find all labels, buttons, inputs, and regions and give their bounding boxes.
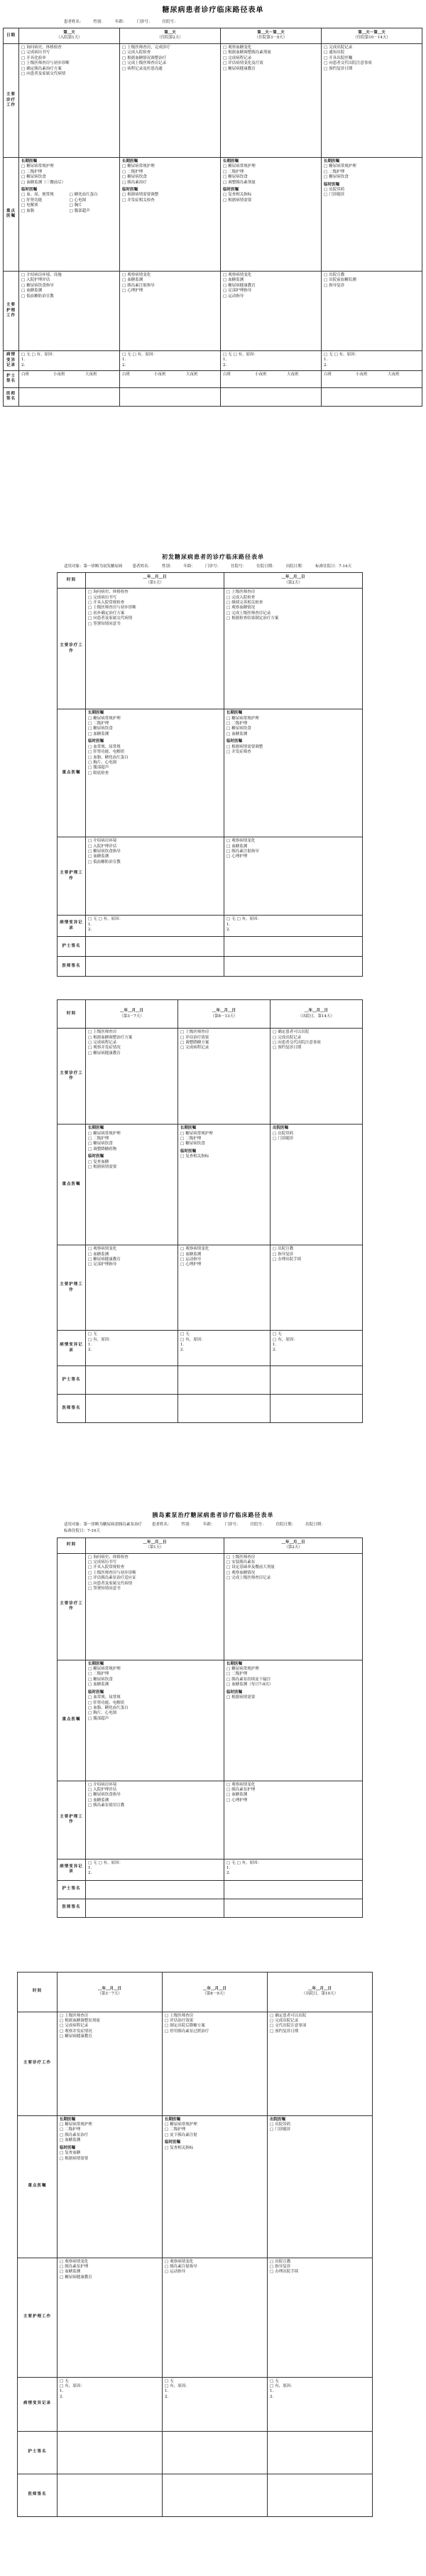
- meta-field[interactable]: 患者姓名：: [152, 1522, 172, 1527]
- meta-field: 适用对象：第一诊断为初发糖尿病: [64, 564, 123, 569]
- nursing-cell: □ 介绍病房环境 □ 入院护理评估 □ 糖尿病饮食指导 □ 血糖监测 □ 低血糖防治宣教: [86, 837, 224, 916]
- sign-cell[interactable]: [86, 1395, 178, 1423]
- sign-cell[interactable]: [86, 1366, 178, 1395]
- row-label: 主要护理工作: [58, 1245, 86, 1331]
- day-header: ＿年＿月＿日 （第8－13天）: [178, 1000, 271, 1029]
- sign-cell[interactable]: 白班 小夜班 大夜班: [322, 370, 422, 387]
- row-label: 主要护理工作: [18, 2258, 58, 2377]
- day-header: ＿年＿月＿日 （第1天）: [86, 1537, 224, 1553]
- nursing-cell: □ 观察病情变化 □ 血糖监测 □ 运动指导 □ 心理护理: [178, 1245, 271, 1331]
- day-header: ＿年＿月＿日 （第2天）: [224, 1537, 363, 1553]
- form-title: 胰岛素泵治疗糖尿病患者诊疗临床路径表单: [152, 1511, 274, 1518]
- row-label: 主要诊疗工作: [18, 2012, 58, 2115]
- row-label: 医师签名: [18, 2474, 58, 2516]
- day-header: ＿年＿月＿日 （第3－7天）: [58, 1972, 163, 2012]
- meta-field[interactable]: 患者姓名：: [132, 564, 153, 569]
- orders-cell: 长期医嘱 □ 糖尿病常规护理 □ 二级护理 □ 糖尿病饮食 □ 血糖监测 临时医嘱 □ 血常规、尿常规 □ 肝肾功能、电解质 □ 血脂、糖化血红蛋白 □ 胸片、心电图 □ 腹部超声: [86, 1660, 224, 1781]
- variance-cell: □ 无 □ 有，原因： 1. 2.: [322, 350, 422, 370]
- work-cell: □ 询问病史、体格检查 □ 完成病历书写 □ 开具入院常规检查 □ 上级医师查房与初步诊断 □ 初步确定治疗方案 □ 向患者及家属交代病情 □ 签署知情同意书: [86, 589, 224, 709]
- work-cell: □ 询问病史、体格检查 □ 完成病历书写 □ 开具入院常规检查 □ 上级医师查房与初步诊断 □ 评估胰岛素泵治疗适应证 □ 向患者及家属交代病情 □ 签署知情同意书: [86, 1553, 224, 1660]
- row-label: 医师签名: [4, 387, 19, 406]
- row-label: 护士签名: [4, 370, 19, 387]
- sign-cell[interactable]: [163, 2431, 268, 2474]
- work-cell: □ 确定患者可以出院 □ 完成出院记录 □ 向患者交代出院注意事项 □ 预约复诊日期: [271, 1029, 363, 1125]
- day-header: 第＿天 （住院第2天）: [120, 28, 221, 43]
- nursing-cell: □ 介绍病房环境 □ 入院护理评估 □ 糖尿病饮食指导 □ 血糖监测 □ 胰岛素泵使用宣教: [86, 1781, 224, 1859]
- row-label: 重点医嘱: [58, 1660, 86, 1781]
- pathway-table: [57, 1537, 363, 1918]
- orders-cell: 长期医嘱 □ 糖尿病常规护理 □ 二级护理 □ 胰岛素泵治疗 □ 血糖监测 临时医嘱 □ 复查血糖 □ 根据病情需要: [58, 2115, 163, 2258]
- work-cell: □ 上级医师查房 □ 评估治疗效果 □ 制定出院后降糖方案 □ 停用胰岛素泵过渡治疗: [163, 2012, 268, 2115]
- meta-field[interactable]: 住院日期：: [275, 1522, 296, 1527]
- variance-cell: □ 无 □ 有，原因： 1. 2.: [19, 350, 120, 370]
- meta-field[interactable]: 住院号：: [162, 19, 178, 24]
- nursing-cell: □ 观察病情变化 □ 血糖监测 □ 胰岛素注射指导 □ 心理护理: [224, 837, 363, 916]
- row-label: 病情变异记录: [18, 2377, 58, 2431]
- nursing-cell: □ 出院宣教 □ 指导复诊 □ 办理出院手续: [268, 2258, 373, 2377]
- sign-cell[interactable]: [19, 387, 120, 406]
- variance-cell: □ 无 □ 有，原因： 1. 2.: [224, 916, 363, 937]
- row-label: 病情变异记录: [4, 350, 19, 370]
- orders-cell: 长期医嘱 □ 糖尿病常规护理 □ 二级护理 □ 胰岛素泵持续皮下输注 □ 血糖监测（每日7-8次） 临时医嘱 □ 根据病情需要: [224, 1660, 363, 1781]
- day-header: ＿年＿月＿日 （出院日，第10天）: [268, 1972, 373, 2012]
- nursing-cell: □ 观察病情变化 □ 血糖监测 □ 糖尿病健康教育 □ 足部护理指导 □ 运动指导: [221, 271, 322, 350]
- work-cell: □ 上级医师查房，完成诊疗 □ 完成入院检查 □ 根据血糖情况调整治疗 □ 完成上级医师查房记录 □ 病程记录及医患沟通: [120, 43, 221, 157]
- sign-cell[interactable]: [221, 387, 322, 406]
- pathway-table: [3, 28, 422, 407]
- row-nursing: [4, 271, 422, 350]
- form-title: 糖尿病患者诊疗临床路径表单: [162, 6, 264, 14]
- pathway-form-2: [0, 553, 426, 1423]
- meta-field[interactable]: 门诊号：: [136, 19, 153, 24]
- row-label: 主要诊疗工作: [58, 1029, 86, 1125]
- sign-cell[interactable]: [58, 2474, 163, 2516]
- variance-cell: □ 无 □ 有，原因： 1. 2.: [86, 1331, 178, 1366]
- row-label: 重点医嘱: [4, 157, 19, 271]
- pathway-table: [57, 999, 363, 1423]
- orders-cell: 出院医嘱 □ 出院带药 □ 门诊随诊: [268, 2115, 373, 2258]
- orders-cell: 长期医嘱 □ 糖尿病常规护理 □ 二级护理 □ 糖尿病饮食 □ 血糖监测（三餐前后） 临时医嘱 □ 血、尿、便常规 □ 肝肾功能 □ 电解质 □ 血脂 □ 糖化血红蛋白 □ 心电图 □ 胸片 □ 腹部超声: [19, 157, 120, 271]
- sign-cell[interactable]: 白班 小夜班 大夜班: [221, 370, 322, 387]
- sign-cell[interactable]: [120, 387, 221, 406]
- variance-cell: □ 无 □ 有，原因： 1. 2.: [268, 2377, 373, 2431]
- variance-cell: □ 无 □ 有，原因： 1. 2.: [224, 1859, 363, 1880]
- sign-cell[interactable]: [224, 937, 363, 957]
- row-label: 护士签名: [18, 2431, 58, 2474]
- pathway-table: [57, 572, 363, 977]
- variance-cell: □ 无 □ 有，原因： 1. 2.: [178, 1331, 271, 1366]
- nursing-cell: □ 观察病情变化 □ 胰岛素泵护理 □ 血糖监测 □ 心理护理: [224, 1781, 363, 1859]
- sign-cell[interactable]: [86, 1880, 224, 1899]
- orders-cell: 长期医嘱 □ 糖尿病常规护理 □ 二级护理 □ 糖尿病饮食 □ 血糖监测 临时医嘱 □ 血常规、尿常规 □ 肝肾功能、电解质 □ 血脂、糖化血红蛋白 □ 胸片、心电图 □ 腹部超声 □ 眼底检查: [86, 709, 224, 837]
- variance-cell: □ 无 □ 有，原因： 1. 2.: [271, 1331, 363, 1366]
- row-label: 主要诊疗工作: [58, 1553, 86, 1660]
- orders-cell: 长期医嘱 □ 糖尿病常规护理 □ 二级护理 □ 糖尿病饮食 □ 血糖监测 临时医嘱 □ 根据病情需要调整 □ 并发症筛查: [224, 709, 363, 837]
- sign-cell[interactable]: [178, 1366, 271, 1395]
- nursing-cell: □ 出院宣教 □ 出院前血糖监测 □ 指导复诊: [322, 271, 422, 350]
- meta-field[interactable]: 门诊号：: [224, 1522, 241, 1527]
- meta-field[interactable]: 住院号：: [250, 1522, 266, 1527]
- pathway-table: [17, 1972, 373, 2517]
- meta-field: 标准住院日：7-10天: [64, 1529, 100, 1534]
- variance-cell: □ 无 □ 有，原因： 1. 2.: [221, 350, 322, 370]
- variance-cell: □ 无 □ 有，原因： 1. 2.: [86, 1859, 224, 1880]
- sign-cell[interactable]: [86, 1899, 224, 1917]
- row-label: 主要诊疗工作: [58, 589, 86, 709]
- meta-field[interactable]: 住院号：: [231, 564, 247, 569]
- col-label: 时间: [58, 1000, 86, 1029]
- patient-info: [57, 1523, 376, 1535]
- meta-field[interactable]: 性别：: [162, 564, 174, 569]
- nursing-cell: □ 观察病情变化 □ 血糖监测 □ 胰岛素注射指导 □ 心理护理: [120, 271, 221, 350]
- orders-cell: 长期医嘱 □ 糖尿病常规护理 □ 二级护理 □ 皮下胰岛素注射 临时医嘱 □ 复查相关指标: [163, 2115, 268, 2258]
- sign-cell[interactable]: 白班 小夜班 大夜班: [120, 370, 221, 387]
- row-label: 医师签名: [58, 957, 86, 977]
- sign-cell[interactable]: [268, 2431, 373, 2474]
- nursing-cell: □ 观察病情变化 □ 血糖监测 □ 糖尿病健康教育 □ 足部护理指导: [86, 1245, 178, 1331]
- sign-cell[interactable]: [271, 1395, 363, 1423]
- sign-cell[interactable]: [163, 2474, 268, 2516]
- day-header: ＿年＿月＿日 （第1天）: [86, 573, 224, 589]
- sign-cell[interactable]: [86, 937, 224, 957]
- sign-cell[interactable]: [224, 1899, 363, 1917]
- work-cell: □ 上级医师查房 □ 根据血糖调整治疗方案 □ 完成病程记录 □ 观察并发症情况 □ 糖尿病健康教育: [86, 1029, 178, 1125]
- variance-cell: □ 无 □ 有，原因： 1. 2.: [163, 2377, 268, 2431]
- day-header: 第＿天 （入院第1天）: [19, 28, 120, 43]
- row-label: 护士签名: [58, 1880, 86, 1899]
- meta-field[interactable]: 出院日期：: [285, 564, 306, 569]
- patient-info: [57, 564, 376, 569]
- orders-cell: 长期医嘱 □ 糖尿病常规护理 □ 二级护理 □ 糖尿病饮食 □ 胰岛素治疗 临时医嘱 □ 根据病情需要调整 □ 并发症相关检查: [120, 157, 221, 271]
- variance-cell: □ 无 □ 有，原因： 1. 2.: [58, 2377, 163, 2431]
- day-header: ＿年＿月＿日 （出院日，第14天）: [271, 1000, 363, 1029]
- day-header: 第＿天－第＿天 （住院第3－9天）: [221, 28, 322, 43]
- day-header: ＿年＿月＿日 （第3－7天）: [86, 1000, 178, 1029]
- day-header: ＿年＿月＿日 （第2天）: [224, 573, 363, 589]
- work-cell: □ 询问病史、体格检查 □ 完成病历书写 □ 开具化验单 □ 上级医师查房与初步诊断 □ 确定胰岛素治疗方案 □ 向患者及家属交代病情: [19, 43, 120, 157]
- row-label: 医师签名: [58, 1395, 86, 1423]
- row-label: 主要诊疗工作: [4, 43, 19, 157]
- nursing-cell: □ 观察病情变化 □ 胰岛素泵护理 □ 血糖监测 □ 糖尿病健康教育: [58, 2258, 163, 2377]
- row-label: 重点医嘱: [58, 1125, 86, 1245]
- meta-field[interactable]: 住院日期：: [256, 564, 276, 569]
- row-doctor-sign: [4, 387, 422, 406]
- work-cell: □ 完成出院记录 □ 通知出院 □ 开具出院医嘱 □ 向患者交代出院注意事项 □ 预约复诊日期: [322, 43, 422, 157]
- day-header: 第＿天－第＿天 （住院第10－14天）: [322, 28, 422, 43]
- col-label: 日期: [4, 28, 19, 43]
- row-label: 重点医嘱: [58, 709, 86, 837]
- col-label: 时间: [18, 1972, 58, 2012]
- pathway-form-3: [0, 1511, 426, 2517]
- row-label: 病情变异记录: [58, 916, 86, 937]
- variance-cell: □ 无 □ 有，原因： 1. 2.: [120, 350, 221, 370]
- orders-cell: 长期医嘱 □ 糖尿病常规护理 □ 二级护理 □ 糖尿病饮食 临时医嘱 □ 复查相关指标: [178, 1125, 271, 1245]
- sign-cell[interactable]: [268, 2474, 373, 2516]
- sign-cell[interactable]: [178, 1395, 271, 1423]
- meta-field[interactable]: 出院日期：: [305, 1522, 325, 1527]
- work-cell: □ 上级医师查房 □ 根据血糖调整泵剂量 □ 完成病程记录 □ 观察并发症情况 □ 糖尿病健康教育: [58, 2012, 163, 2115]
- orders-cell: 出院医嘱 □ 出院带药 □ 门诊随诊: [271, 1125, 363, 1245]
- work-cell: □ 上级医师查房 □ 评估治疗效果 □ 调整降糖方案 □ 完成病程记录: [178, 1029, 271, 1125]
- sign-cell[interactable]: [271, 1366, 363, 1395]
- row-orders: [4, 157, 422, 271]
- row-label: 主要护理工作: [58, 837, 86, 916]
- row-label: 主要护理工作: [58, 1781, 86, 1859]
- patient-info: [57, 20, 426, 25]
- meta-field[interactable]: 患者姓名：: [64, 19, 84, 24]
- meta-field[interactable]: 年龄：: [203, 1522, 215, 1527]
- row-label: 病情变异记录: [58, 1859, 86, 1880]
- nursing-cell: □ 观察病情变化 □ 胰岛素注射指导 □ 运动指导: [163, 2258, 268, 2377]
- sign-cell[interactable]: [224, 1880, 363, 1899]
- sign-cell[interactable]: [224, 957, 363, 977]
- meta-field[interactable]: 年龄：: [183, 564, 196, 569]
- orders-cell: 长期医嘱 □ 糖尿病常规护理 □ 二级护理 □ 糖尿病饮食 □ 调整降糖药物 临时医嘱 □ 复查血糖 □ 根据病情需要: [86, 1125, 178, 1245]
- work-cell: □ 确定患者可以出院 □ 完成出院记录 □ 交代出院注意事项 □ 预约复诊日期: [268, 2012, 373, 2115]
- nursing-cell: □ 介绍病房环境、设施 □ 入院护理评估 □ 糖尿病饮食指导 □ 血糖监测 □ 低血糖防治宣教: [19, 271, 120, 350]
- row-label: 护士签名: [58, 1366, 86, 1395]
- row-label: 主要护理工作: [4, 271, 19, 350]
- col-label: 时间: [58, 1537, 86, 1553]
- variance-cell: □ 无 □ 有，原因： 1. 2.: [86, 916, 224, 937]
- sign-cell[interactable]: [322, 387, 422, 406]
- sign-cell[interactable]: 白班 小夜班 大夜班: [19, 370, 120, 387]
- day-header: ＿年＿月＿日 （第8－9天）: [163, 1972, 268, 2012]
- row-label: 病情变异记录: [58, 1331, 86, 1366]
- row-label: 重点医嘱: [18, 2115, 58, 2258]
- row-nurse-sign: [4, 370, 422, 387]
- meta-field: 适用对象：第一诊断为糖尿病需胰岛素泵治疗: [64, 1522, 143, 1527]
- meta-field[interactable]: 性别：: [93, 19, 106, 24]
- orders-cell: 长期医嘱 □ 糖尿病常规护理 □ 二级护理 □ 糖尿病饮食 临时医嘱 □ 出院带药 □ 门诊随诊: [322, 157, 422, 271]
- sign-cell[interactable]: [58, 2431, 163, 2474]
- col-label: 时间: [58, 573, 86, 589]
- meta-field[interactable]: 性别：: [181, 1522, 194, 1527]
- sign-cell[interactable]: [86, 957, 224, 977]
- orders-cell: 长期医嘱 □ 糖尿病常规护理 □ 二级护理 □ 糖尿病饮食 □ 调整胰岛素剂量 临时医嘱 □ 复查相关指标 □ 根据病情需要: [221, 157, 322, 271]
- form-title: 初发糖尿病患者的诊疗临床路径表单: [162, 553, 264, 560]
- row-variance: [4, 350, 422, 370]
- nursing-cell: □ 出院宣教 □ 指导复诊 □ 办理出院手续: [271, 1245, 363, 1331]
- pathway-form-1: [0, 6, 426, 407]
- meta-field[interactable]: 年龄：: [115, 19, 127, 24]
- row-label: 医师签名: [58, 1899, 86, 1917]
- work-cell: □ 上级医师查房 □ 完成入院检查 □ 继续完善相关检查 □ 观察血糖情况 □ 完成上级医师查房记录 □ 根据检查结果制定治疗方案: [224, 589, 363, 709]
- row-work: [4, 43, 422, 157]
- row-label: 护士签名: [58, 937, 86, 957]
- meta-field[interactable]: 门诊号：: [205, 564, 222, 569]
- meta-field: 标准住院日：7-14天: [315, 564, 351, 569]
- work-cell: □ 观察血糖变化 □ 根据血糖调整胰岛素剂量 □ 完成病程记录 □ 评估病情变化及疗效 □ 糖尿病健康教育: [221, 43, 322, 157]
- work-cell: □ 上级医师查房 □ 安装胰岛素泵 □ 设定基础率及餐前大剂量 □ 观察血糖情况 □ 完成上级医师查房记录: [224, 1553, 363, 1660]
